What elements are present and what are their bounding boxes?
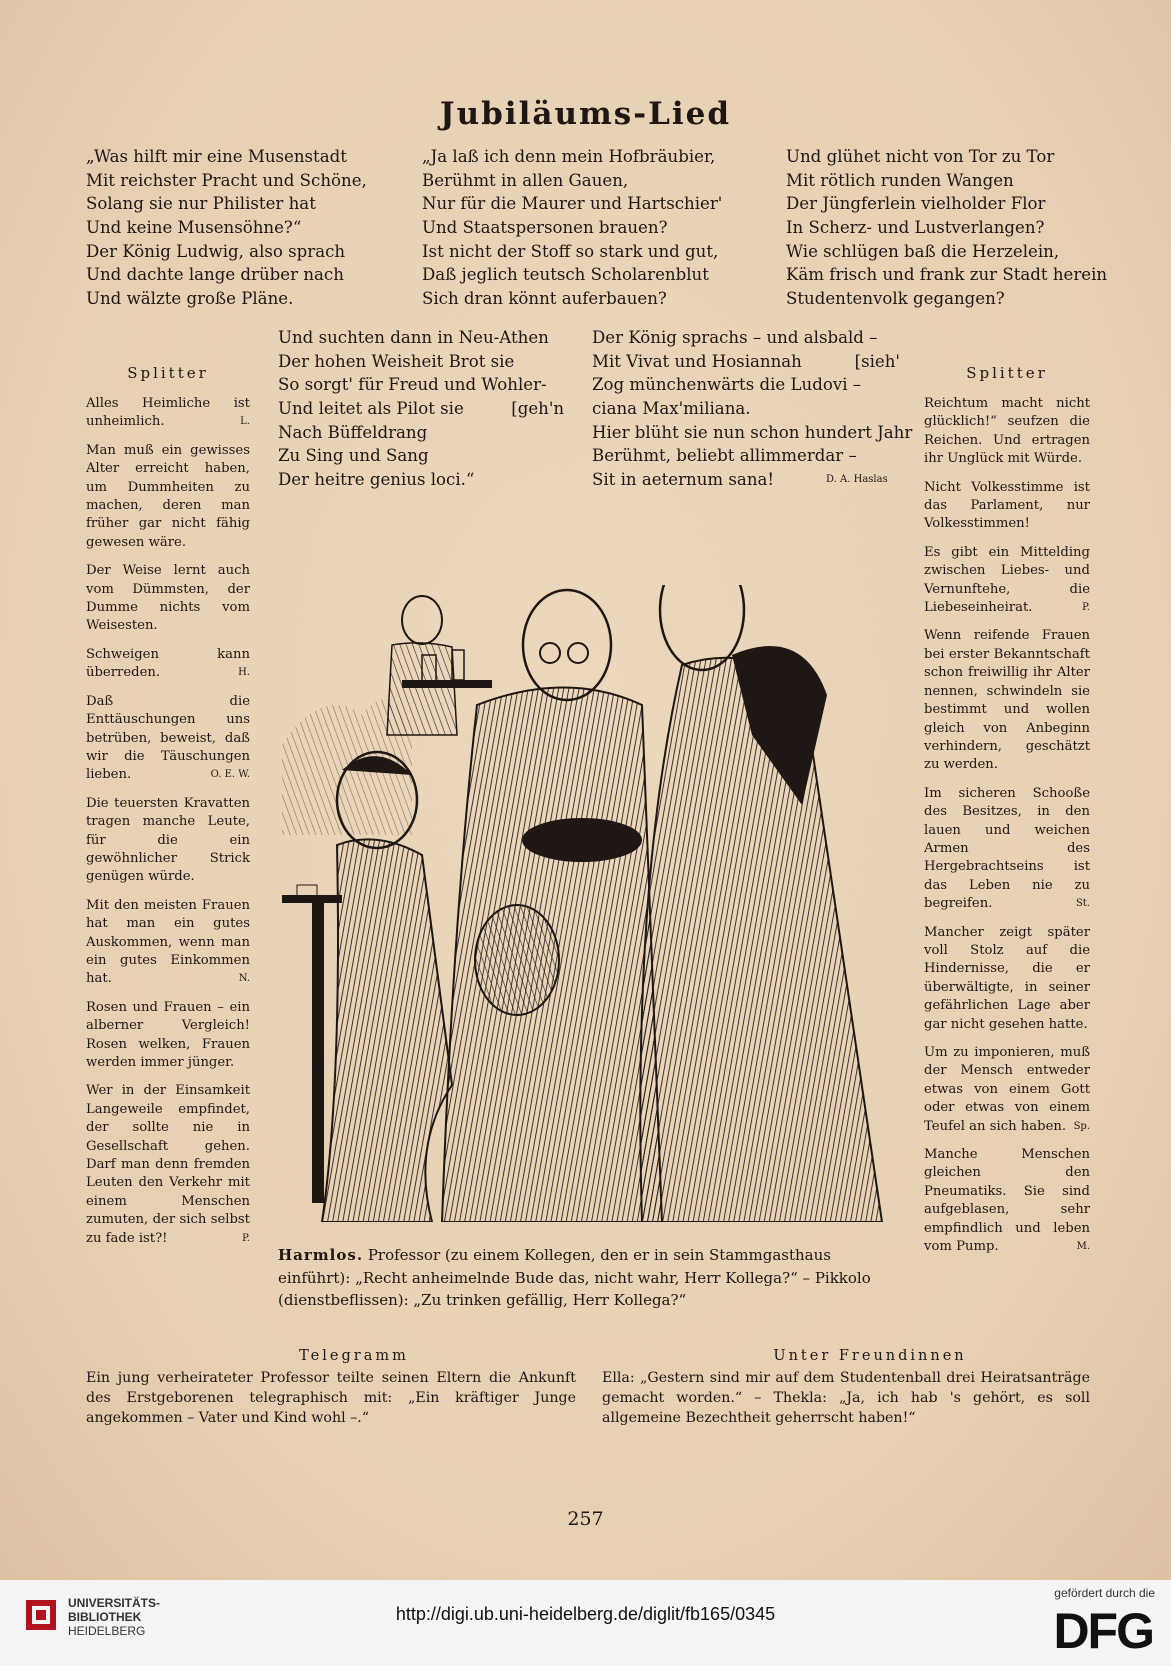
aphorism: Im sicheren Schooße des Besitzes, in den lauen und weichen Armen des Hergebrachtseins ist das Leben nie zu begreifen. St. (924, 785, 1090, 914)
aphorism: Reichtum macht nicht glücklich!“ seufzen die Reichen. Und ertragen ihr Unglück mit Würde. (924, 396, 1090, 467)
aphorism-initials: O. E. W. (210, 769, 250, 781)
aphorism: Manche Menschen gleichen den Pneumatiks. Sie sind aufgeblasen, sehr empfindlich und leben vom Pump. M. (924, 1146, 1090, 1256)
aphorism-initials: St. (1075, 898, 1090, 910)
splitter-left-heading: Splitter (127, 364, 209, 382)
stanza-2 (422, 145, 722, 311)
aphorism: Um zu imponieren, muß der Mensch entweder etwas von einem Gott oder etwas von einem Teufel an sich haben. Sp. (924, 1044, 1090, 1136)
aphorism: Alles Heimliche ist unheimlich. L. (86, 395, 250, 432)
aphorism: Die teuersten Kravatten tragen manche Leute, für die ein gewöhnlicher Strick genügen würde. (86, 795, 250, 885)
aphorism: Rosen und Frauen – ein alberner Vergleich! Rosen welken, Frauen werden immer jünger. (86, 999, 250, 1070)
aphorism-initials: H. (238, 667, 250, 679)
poem-line: Wie schlügen baß die Herzelein, (786, 241, 1060, 261)
splitter-right-list (924, 395, 1090, 1266)
source-url-link[interactable]: http://digi.ub.uni-heidelberg.de/diglit/fb165/0345 (395, 1604, 776, 1624)
poem-line: Mit Vivat und Hosiannah [sieh' (592, 351, 900, 371)
aphorism: Wer in der Einsamkeit Langeweile empfindet, der sollte nie in Gesellschaft gehen. Darf man denn fremden Leuten den Verkehr mit einem Menschen zumuten, der sich selbst zu fade ist?! P. (86, 1082, 250, 1248)
poem-line: Der Jüngferlein vielholder Flor (786, 194, 1046, 214)
footer-bar (0, 1580, 1171, 1666)
aphorism: Wenn reifende Frauen bei erster Bekanntschaft schon freiwillig ihr Alter nennen, schwindeln sie bestimmt und wollen gleich von Anbeginn verhindern, geschätzt zu werden. (924, 628, 1090, 773)
poem-line: Und glühet nicht von Tor zu Tor (786, 147, 1055, 166)
aphorism-initials: P. (1082, 602, 1090, 614)
page-title: Jubiläums-Lied (439, 96, 732, 132)
poem-line: Studentenvolk gegangen? (786, 289, 1005, 309)
funding-note: gefördert durch die (1054, 1586, 1155, 1600)
poem-line: Mit rötlich runden Wangen (786, 170, 1014, 190)
tall-professor-in-fur-coat (640, 585, 882, 1222)
poem-line: Und dachte lange drüber nach (86, 265, 344, 285)
library-name: UNIVERSITÄTS- BIBLIOTHEK HEIDELBERG (68, 1596, 161, 1638)
poem-line: Solang sie nur Philister hat (86, 194, 316, 214)
illustration-professors-and-waiter (282, 585, 894, 1222)
stanza-1 (86, 145, 367, 311)
aphorism: Nicht Volkesstimme ist das Parlament, nur Volkesstimmen! (924, 479, 1090, 532)
page-number: 257 (567, 1508, 604, 1530)
aphorism: Mancher zeigt später voll Stolz auf die Hindernisse, die er überwältigte, in seiner gefährlichen Lage aber gar nicht gesehen hatte. (924, 924, 1090, 1032)
illustration-caption (278, 1244, 898, 1312)
aphorism: Daß die Enttäuschungen uns betrüben, beweist, daß wir die Täuschungen lieben. O. E. W. (86, 693, 250, 785)
poem-line: Der König sprachs – und alsbald – (592, 328, 878, 347)
aphorism: Es gibt ein Mittelding zwischen Liebes- und Vernunftehe, die Liebeseinheirat. P. (924, 544, 1090, 618)
poem-line: So sorgt' für Freud und Wohler- (278, 375, 547, 395)
poem-line: Der hohen Weisheit Brot sie (278, 351, 515, 371)
poem-line: Zu Sing und Sang (278, 446, 429, 466)
poem-line: Und suchten dann in Neu-Athen (278, 328, 549, 347)
dfg-logo: DFG (1053, 1603, 1153, 1659)
aphorism: Man muß ein gewisses Alter erreicht haben, um Dummheiten zu machen, deren man früher gar nicht fähig gewesen wäre. (86, 442, 250, 550)
caption-headline: Harmlos. (278, 1246, 364, 1264)
poem-line: Der heitre genius loci.“ (278, 470, 475, 490)
telegramm-heading: Telegramm (299, 1348, 409, 1364)
aphorism-initials: N. (238, 973, 250, 985)
freundinnen-text: Ella: „Gestern sind mir auf dem Studentenball drei Heiratsanträge gemacht worden.“ – Thekla: „Ja, ich hab 's gehört, es soll allgemeine Bezechtheit geherrscht haben!“ (602, 1370, 1090, 1427)
poem-line: „Ja laß ich denn mein Hofbräubier, (422, 147, 716, 166)
poem-line: ciana Max'miliana. (592, 399, 751, 419)
poem-line: Und wälzte große Pläne. (86, 289, 294, 309)
aphorism: Mit den meisten Frauen hat man ein gutes Auskommen, wenn man ein gutes Einkommen hat. N. (86, 897, 250, 989)
poem-line: Sit in aeternum sana! (592, 470, 775, 490)
freundinnen-heading: Unter Freundinnen (773, 1348, 967, 1364)
aphorism-initials: P. (242, 1232, 250, 1244)
poem-author: D. A. Haslas (826, 474, 888, 485)
telegramm-text: Ein jung verheirateter Professor teilte seinen Eltern die Ankunft des Erstgeborenen telegraphisch mit: „Ein kräftiger Junge angekommen – Vater und Kind wohl –.“ (86, 1370, 576, 1427)
stanza-3 (786, 145, 1107, 311)
poem-line: Ist nicht der Stoff so stark und gut, (422, 241, 719, 261)
poem-line: Und keine Musensöhne?“ (86, 218, 302, 238)
poem-line: Zog münchenwärts die Ludovi – (592, 375, 862, 395)
poem-line: Berühmt, beliebt allimmerdar – (592, 446, 857, 466)
poem-line: In Scherz- und Lustverlangen? (786, 218, 1045, 238)
poem-line: „Was hilft mir eine Musenstadt (86, 147, 347, 166)
poem-line: Und Staatspersonen brauen? (422, 218, 668, 238)
poem-line: Hier blüht sie nun schon hundert Jahr (592, 422, 913, 442)
aphorism-initials: Sp. (1073, 1120, 1090, 1132)
poem-line: Sich dran könnt auferbauen? (422, 289, 667, 309)
poem-line: Berühmt in allen Gauen, (422, 170, 629, 190)
caption-text: Professor (zu einem Kollegen, den er in sein Stammgasthaus einführt): „Recht anheimelnde Bude das, nicht wahr, Herr Kollega?“ – Pikkolo (dienstbeflissen): „Zu trinken gefällig, Herr Kollega?“ (278, 1246, 871, 1309)
poem-line: Und leitet als Pilot sie [geh'n (278, 399, 565, 419)
poem-line: Nur für die Maurer und Hartschier' (422, 194, 723, 214)
aphorism: Schweigen kann überreden. H. (86, 646, 250, 683)
poem-line: Nach Büffeldrang (278, 422, 428, 442)
aphorism-initials: L. (240, 416, 250, 428)
poem-line: Käm frisch und frank zur Stadt herein (786, 265, 1108, 285)
poem-line: Mit reichster Pracht und Schöne, (86, 170, 367, 190)
stanza-5 (592, 326, 912, 492)
splitter-left-list (86, 395, 250, 1258)
splitter-right-heading: Splitter (966, 364, 1048, 382)
stanza-4 (278, 326, 564, 492)
aphorism: Der Weise lernt auch vom Dümmsten, der Dumme nichts vom Weisesten. (86, 563, 250, 634)
aphorism-initials: M. (1076, 1241, 1090, 1253)
poem-line: Der König Ludwig, also sprach (86, 241, 346, 261)
poem-line: Daß jeglich teutsch Scholarenblut (422, 265, 709, 285)
